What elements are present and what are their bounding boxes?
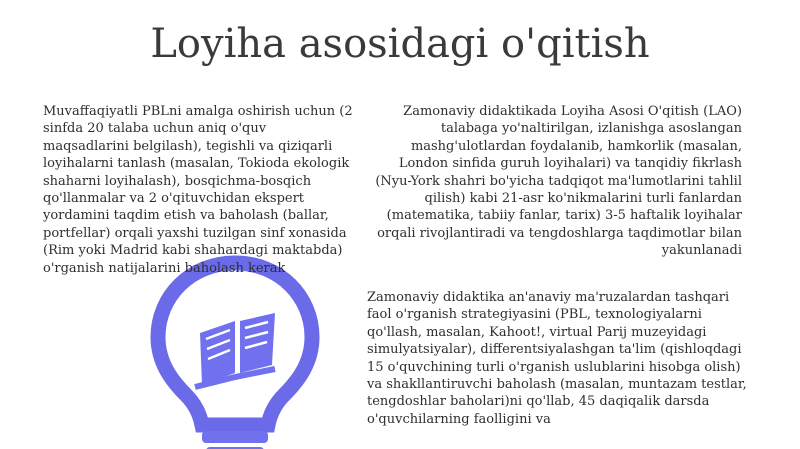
slide-title: Loyiha asosidagi o'qitish	[150, 21, 650, 67]
right-top-paragraph: Zamonaviy didaktikada Loyiha Asosi O'qitish (LAO) talabaga yo'naltirilgan, izlanishga asoslangan mashg'ulotlardan foydalanib, hamkorlik (masalan, London sinfida guruh loyihalari) va tanqidiy fikrlash (Nyu-York shahri bo'yicha tadqiqot ma'lumotlarini tahlil qilish) kabi 21-asr ko'nikmalarini turli fanlardan (matematika, tabiiy fanlar, tarix) 3-5 haftalik loyihalar orqali rivojlantiradi va tengdoshlarga taqdimotlar bilan yakunlanadi	[375, 104, 742, 259]
lightbulb-with-book-icon	[150, 255, 320, 449]
left-paragraph: Muvaffaqiyatli PBLni amalga oshirish uchun (2 sinfda 20 talaba uchun aniq o'quv maqsadlarini belgilash), tegishli va qiziqarli loyihalarni tanlash (masalan, Tokioda ekologik shaharni loyihalash), bosqichma-bosqich qo'llanmalar va 2 o'qituvchidan ekspert yordamini taqdim etish va baholash (ballar, portfellar) orqali yaxshi tuzilgan sinf xonasida (Rim yoki Madrid kabi shahardagi maktabda) o'rganish natijalarini baholash kerak	[43, 104, 353, 276]
right-bottom-paragraph: Zamonaviy didaktika an'anaviy ma'ruzalardan tashqari faol o'rganish strategiyasini (PBL, texnologiyalarni qo'llash, masalan, Kahoot!, virtual Parij muzeyidagi simulyatsiyalar), differentsiyalashgan ta'lim (qishloqdagi 15 o'quvchining turli o'rganish uslublarini hisobga olish) va shakllantiruvchi baholash (masalan, muntazam testlar, tengdoshlar baholari)ni qo'llab, 45 daqiqalik darsda o'quvchilarning faolligini va	[367, 290, 747, 427]
